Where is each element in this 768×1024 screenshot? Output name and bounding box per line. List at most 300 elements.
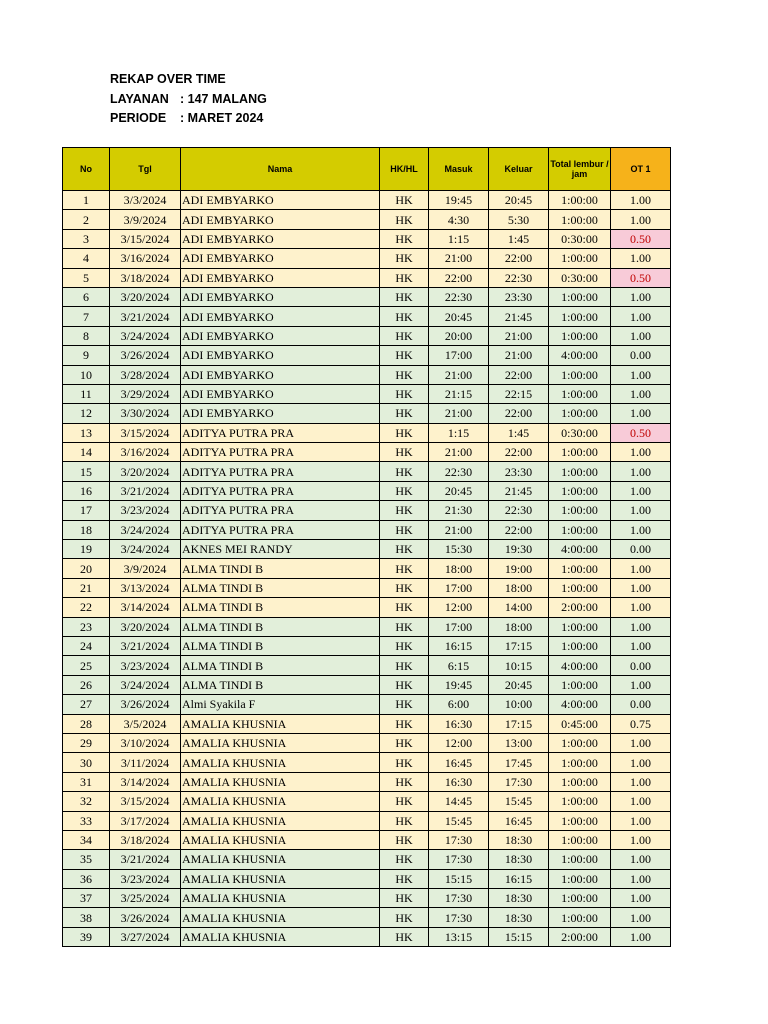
cell-total[interactable]: 1:00:00 <box>549 792 611 811</box>
cell-masuk[interactable]: 17:30 <box>429 889 489 908</box>
cell-hkhl[interactable]: HK <box>380 191 429 210</box>
cell-no[interactable]: 18 <box>63 520 110 539</box>
cell-tgl[interactable]: 3/23/2024 <box>110 869 181 888</box>
cell-masuk[interactable]: 12:00 <box>429 733 489 752</box>
cell-tgl[interactable]: 3/21/2024 <box>110 636 181 655</box>
cell-ot1[interactable]: 1.00 <box>611 287 671 306</box>
cell-hkhl[interactable]: HK <box>380 733 429 752</box>
cell-keluar[interactable]: 18:30 <box>489 850 549 869</box>
cell-tgl[interactable]: 3/21/2024 <box>110 481 181 500</box>
cell-total[interactable]: 1:00:00 <box>549 326 611 345</box>
cell-no[interactable]: 8 <box>63 326 110 345</box>
col-header-hkhl[interactable]: HK/HL <box>380 148 429 191</box>
cell-no[interactable]: 23 <box>63 617 110 636</box>
cell-no[interactable]: 13 <box>63 423 110 442</box>
cell-no[interactable]: 16 <box>63 481 110 500</box>
cell-hkhl[interactable]: HK <box>380 656 429 675</box>
cell-masuk[interactable]: 16:30 <box>429 772 489 791</box>
cell-tgl[interactable]: 3/18/2024 <box>110 268 181 287</box>
cell-hkhl[interactable]: HK <box>380 753 429 772</box>
cell-ot1[interactable]: 1.00 <box>611 617 671 636</box>
cell-masuk[interactable]: 17:30 <box>429 850 489 869</box>
cell-hkhl[interactable]: HK <box>380 850 429 869</box>
cell-keluar[interactable]: 20:45 <box>489 675 549 694</box>
cell-tgl[interactable]: 3/15/2024 <box>110 792 181 811</box>
cell-tgl[interactable]: 3/15/2024 <box>110 229 181 248</box>
cell-nama[interactable]: ADI EMBYARKO <box>181 191 380 210</box>
cell-keluar[interactable]: 22:00 <box>489 404 549 423</box>
cell-masuk[interactable]: 16:30 <box>429 714 489 733</box>
cell-nama[interactable]: AMALIA KHUSNIA <box>181 869 380 888</box>
cell-nama[interactable]: ADITYA PUTRA PRA <box>181 481 380 500</box>
cell-no[interactable]: 9 <box>63 346 110 365</box>
cell-masuk[interactable]: 15:15 <box>429 869 489 888</box>
cell-total[interactable]: 0:45:00 <box>549 714 611 733</box>
cell-tgl[interactable]: 3/26/2024 <box>110 695 181 714</box>
cell-total[interactable]: 1:00:00 <box>549 462 611 481</box>
cell-tgl[interactable]: 3/14/2024 <box>110 772 181 791</box>
cell-hkhl[interactable]: HK <box>380 365 429 384</box>
cell-tgl[interactable]: 3/20/2024 <box>110 617 181 636</box>
cell-hkhl[interactable]: HK <box>380 578 429 597</box>
cell-total[interactable]: 1:00:00 <box>549 869 611 888</box>
cell-no[interactable]: 24 <box>63 636 110 655</box>
cell-ot1[interactable]: 1.00 <box>611 326 671 345</box>
cell-keluar[interactable]: 17:15 <box>489 714 549 733</box>
cell-keluar[interactable]: 21:45 <box>489 307 549 326</box>
cell-no[interactable]: 25 <box>63 656 110 675</box>
cell-keluar[interactable]: 10:00 <box>489 695 549 714</box>
cell-nama[interactable]: ADI EMBYARKO <box>181 287 380 306</box>
cell-total[interactable]: 1:00:00 <box>549 365 611 384</box>
cell-tgl[interactable]: 3/20/2024 <box>110 462 181 481</box>
cell-nama[interactable]: AMALIA KHUSNIA <box>181 927 380 946</box>
cell-nama[interactable]: ALMA TINDI B <box>181 598 380 617</box>
cell-total[interactable]: 1:00:00 <box>549 753 611 772</box>
cell-keluar[interactable]: 17:30 <box>489 772 549 791</box>
cell-no[interactable]: 38 <box>63 908 110 927</box>
cell-hkhl[interactable]: HK <box>380 384 429 403</box>
cell-hkhl[interactable]: HK <box>380 927 429 946</box>
cell-total[interactable]: 1:00:00 <box>549 908 611 927</box>
cell-tgl[interactable]: 3/14/2024 <box>110 598 181 617</box>
cell-total[interactable]: 4:00:00 <box>549 695 611 714</box>
cell-ot1[interactable]: 0.00 <box>611 540 671 559</box>
cell-no[interactable]: 27 <box>63 695 110 714</box>
cell-total[interactable]: 1:00:00 <box>549 578 611 597</box>
cell-masuk[interactable]: 16:45 <box>429 753 489 772</box>
cell-tgl[interactable]: 3/26/2024 <box>110 908 181 927</box>
cell-ot1[interactable]: 1.00 <box>611 927 671 946</box>
cell-keluar[interactable]: 1:45 <box>489 229 549 248</box>
cell-tgl[interactable]: 3/27/2024 <box>110 927 181 946</box>
cell-keluar[interactable]: 21:45 <box>489 481 549 500</box>
col-header-ot1[interactable]: OT 1 <box>611 148 671 191</box>
cell-tgl[interactable]: 3/26/2024 <box>110 346 181 365</box>
cell-no[interactable]: 1 <box>63 191 110 210</box>
cell-no[interactable]: 32 <box>63 792 110 811</box>
cell-tgl[interactable]: 3/25/2024 <box>110 889 181 908</box>
cell-keluar[interactable]: 19:00 <box>489 559 549 578</box>
cell-total[interactable]: 1:00:00 <box>549 889 611 908</box>
col-header-keluar[interactable]: Keluar <box>489 148 549 191</box>
cell-no[interactable]: 6 <box>63 287 110 306</box>
cell-nama[interactable]: AMALIA KHUSNIA <box>181 733 380 752</box>
cell-no[interactable]: 34 <box>63 830 110 849</box>
cell-ot1[interactable]: 1.00 <box>611 404 671 423</box>
cell-total[interactable]: 0:30:00 <box>549 423 611 442</box>
cell-masuk[interactable]: 22:00 <box>429 268 489 287</box>
cell-ot1[interactable]: 1.00 <box>611 811 671 830</box>
cell-tgl[interactable]: 3/3/2024 <box>110 191 181 210</box>
cell-masuk[interactable]: 20:45 <box>429 307 489 326</box>
cell-keluar[interactable]: 22:15 <box>489 384 549 403</box>
cell-hkhl[interactable]: HK <box>380 249 429 268</box>
cell-tgl[interactable]: 3/28/2024 <box>110 365 181 384</box>
cell-hkhl[interactable]: HK <box>380 869 429 888</box>
cell-hkhl[interactable]: HK <box>380 714 429 733</box>
cell-nama[interactable]: ADI EMBYARKO <box>181 404 380 423</box>
cell-no[interactable]: 11 <box>63 384 110 403</box>
cell-masuk[interactable]: 21:00 <box>429 404 489 423</box>
cell-total[interactable]: 1:00:00 <box>549 772 611 791</box>
cell-tgl[interactable]: 3/9/2024 <box>110 210 181 229</box>
cell-tgl[interactable]: 3/21/2024 <box>110 307 181 326</box>
cell-masuk[interactable]: 17:00 <box>429 578 489 597</box>
cell-nama[interactable]: ADI EMBYARKO <box>181 346 380 365</box>
cell-ot1[interactable]: 1.00 <box>611 191 671 210</box>
cell-hkhl[interactable]: HK <box>380 268 429 287</box>
cell-masuk[interactable]: 22:30 <box>429 287 489 306</box>
cell-masuk[interactable]: 16:15 <box>429 636 489 655</box>
cell-ot1[interactable]: 1.00 <box>611 753 671 772</box>
cell-keluar[interactable]: 17:45 <box>489 753 549 772</box>
cell-total[interactable]: 1:00:00 <box>549 287 611 306</box>
col-header-total[interactable]: Total lembur / jam <box>549 148 611 191</box>
cell-masuk[interactable]: 17:00 <box>429 346 489 365</box>
cell-total[interactable]: 1:00:00 <box>549 733 611 752</box>
cell-tgl[interactable]: 3/16/2024 <box>110 249 181 268</box>
cell-masuk[interactable]: 15:45 <box>429 811 489 830</box>
cell-hkhl[interactable]: HK <box>380 908 429 927</box>
cell-nama[interactable]: AMALIA KHUSNIA <box>181 908 380 927</box>
cell-keluar[interactable]: 18:30 <box>489 889 549 908</box>
cell-hkhl[interactable]: HK <box>380 675 429 694</box>
cell-total[interactable]: 1:00:00 <box>549 675 611 694</box>
cell-total[interactable]: 1:00:00 <box>549 501 611 520</box>
cell-no[interactable]: 30 <box>63 753 110 772</box>
cell-ot1[interactable]: 1.00 <box>611 792 671 811</box>
cell-no[interactable]: 33 <box>63 811 110 830</box>
cell-masuk[interactable]: 12:00 <box>429 598 489 617</box>
cell-masuk[interactable]: 6:15 <box>429 656 489 675</box>
cell-keluar[interactable]: 18:30 <box>489 830 549 849</box>
cell-no[interactable]: 36 <box>63 869 110 888</box>
cell-hkhl[interactable]: HK <box>380 811 429 830</box>
cell-ot1[interactable]: 1.00 <box>611 578 671 597</box>
cell-keluar[interactable]: 22:00 <box>489 520 549 539</box>
cell-no[interactable]: 35 <box>63 850 110 869</box>
cell-keluar[interactable]: 10:15 <box>489 656 549 675</box>
cell-total[interactable]: 1:00:00 <box>549 210 611 229</box>
cell-ot1[interactable]: 1.00 <box>611 830 671 849</box>
cell-keluar[interactable]: 23:30 <box>489 462 549 481</box>
cell-hkhl[interactable]: HK <box>380 772 429 791</box>
cell-ot1[interactable]: 0.00 <box>611 695 671 714</box>
cell-nama[interactable]: ADITYA PUTRA PRA <box>181 462 380 481</box>
cell-masuk[interactable]: 21:15 <box>429 384 489 403</box>
cell-keluar[interactable]: 22:30 <box>489 501 549 520</box>
cell-nama[interactable]: AMALIA KHUSNIA <box>181 792 380 811</box>
cell-ot1[interactable]: 1.00 <box>611 636 671 655</box>
cell-no[interactable]: 4 <box>63 249 110 268</box>
cell-keluar[interactable]: 22:00 <box>489 443 549 462</box>
cell-tgl[interactable]: 3/24/2024 <box>110 326 181 345</box>
cell-hkhl[interactable]: HK <box>380 210 429 229</box>
cell-hkhl[interactable]: HK <box>380 695 429 714</box>
cell-nama[interactable]: ADITYA PUTRA PRA <box>181 443 380 462</box>
cell-keluar[interactable]: 19:30 <box>489 540 549 559</box>
cell-tgl[interactable]: 3/23/2024 <box>110 501 181 520</box>
cell-keluar[interactable]: 22:00 <box>489 249 549 268</box>
cell-hkhl[interactable]: HK <box>380 830 429 849</box>
cell-keluar[interactable]: 1:45 <box>489 423 549 442</box>
cell-hkhl[interactable]: HK <box>380 481 429 500</box>
cell-total[interactable]: 1:00:00 <box>549 443 611 462</box>
cell-total[interactable]: 1:00:00 <box>549 481 611 500</box>
cell-ot1[interactable]: 0.00 <box>611 656 671 675</box>
cell-keluar[interactable]: 21:00 <box>489 346 549 365</box>
cell-ot1[interactable]: 1.00 <box>611 443 671 462</box>
cell-total[interactable]: 1:00:00 <box>549 404 611 423</box>
cell-nama[interactable]: ADI EMBYARKO <box>181 307 380 326</box>
cell-no[interactable]: 7 <box>63 307 110 326</box>
cell-tgl[interactable]: 3/17/2024 <box>110 811 181 830</box>
cell-total[interactable]: 2:00:00 <box>549 927 611 946</box>
cell-keluar[interactable]: 23:30 <box>489 287 549 306</box>
cell-keluar[interactable]: 5:30 <box>489 210 549 229</box>
cell-keluar[interactable]: 22:30 <box>489 268 549 287</box>
cell-ot1[interactable]: 1.00 <box>611 210 671 229</box>
cell-total[interactable]: 1:00:00 <box>549 384 611 403</box>
cell-keluar[interactable]: 15:45 <box>489 792 549 811</box>
cell-nama[interactable]: ADI EMBYARKO <box>181 249 380 268</box>
cell-nama[interactable]: AKNES MEI RANDY <box>181 540 380 559</box>
cell-no[interactable]: 19 <box>63 540 110 559</box>
cell-ot1[interactable]: 0.00 <box>611 346 671 365</box>
cell-ot1[interactable]: 0.75 <box>611 714 671 733</box>
cell-hkhl[interactable]: HK <box>380 423 429 442</box>
cell-no[interactable]: 29 <box>63 733 110 752</box>
cell-ot1[interactable]: 1.00 <box>611 869 671 888</box>
cell-ot1[interactable]: 1.00 <box>611 501 671 520</box>
cell-keluar[interactable]: 18:00 <box>489 617 549 636</box>
cell-total[interactable]: 1:00:00 <box>549 811 611 830</box>
cell-no[interactable]: 15 <box>63 462 110 481</box>
cell-tgl[interactable]: 3/29/2024 <box>110 384 181 403</box>
cell-nama[interactable]: ALMA TINDI B <box>181 636 380 655</box>
cell-tgl[interactable]: 3/15/2024 <box>110 423 181 442</box>
cell-ot1[interactable]: 0.50 <box>611 423 671 442</box>
cell-keluar[interactable]: 17:15 <box>489 636 549 655</box>
cell-nama[interactable]: ALMA TINDI B <box>181 675 380 694</box>
cell-tgl[interactable]: 3/18/2024 <box>110 830 181 849</box>
cell-tgl[interactable]: 3/30/2024 <box>110 404 181 423</box>
cell-hkhl[interactable]: HK <box>380 326 429 345</box>
cell-ot1[interactable]: 1.00 <box>611 772 671 791</box>
cell-nama[interactable]: ADITYA PUTRA PRA <box>181 520 380 539</box>
cell-no[interactable]: 28 <box>63 714 110 733</box>
cell-ot1[interactable]: 1.00 <box>611 559 671 578</box>
cell-hkhl[interactable]: HK <box>380 598 429 617</box>
cell-no[interactable]: 5 <box>63 268 110 287</box>
cell-hkhl[interactable]: HK <box>380 307 429 326</box>
cell-hkhl[interactable]: HK <box>380 636 429 655</box>
cell-nama[interactable]: ALMA TINDI B <box>181 617 380 636</box>
cell-no[interactable]: 2 <box>63 210 110 229</box>
cell-total[interactable]: 1:00:00 <box>549 191 611 210</box>
cell-no[interactable]: 17 <box>63 501 110 520</box>
cell-masuk[interactable]: 21:00 <box>429 443 489 462</box>
cell-ot1[interactable]: 1.00 <box>611 889 671 908</box>
cell-ot1[interactable]: 1.00 <box>611 249 671 268</box>
cell-hkhl[interactable]: HK <box>380 443 429 462</box>
cell-no[interactable]: 10 <box>63 365 110 384</box>
cell-masuk[interactable]: 21:30 <box>429 501 489 520</box>
cell-masuk[interactable]: 17:30 <box>429 908 489 927</box>
cell-keluar[interactable]: 21:00 <box>489 326 549 345</box>
cell-nama[interactable]: ADITYA PUTRA PRA <box>181 423 380 442</box>
cell-masuk[interactable]: 19:45 <box>429 675 489 694</box>
cell-hkhl[interactable]: HK <box>380 501 429 520</box>
cell-hkhl[interactable]: HK <box>380 889 429 908</box>
cell-hkhl[interactable]: HK <box>380 346 429 365</box>
cell-no[interactable]: 37 <box>63 889 110 908</box>
cell-masuk[interactable]: 22:30 <box>429 462 489 481</box>
cell-masuk[interactable]: 14:45 <box>429 792 489 811</box>
cell-nama[interactable]: ALMA TINDI B <box>181 656 380 675</box>
cell-nama[interactable]: ADITYA PUTRA PRA <box>181 501 380 520</box>
cell-ot1[interactable]: 1.00 <box>611 850 671 869</box>
cell-ot1[interactable]: 1.00 <box>611 908 671 927</box>
cell-masuk[interactable]: 21:00 <box>429 365 489 384</box>
cell-masuk[interactable]: 17:30 <box>429 830 489 849</box>
cell-total[interactable]: 4:00:00 <box>549 346 611 365</box>
cell-masuk[interactable]: 15:30 <box>429 540 489 559</box>
cell-no[interactable]: 20 <box>63 559 110 578</box>
cell-masuk[interactable]: 17:00 <box>429 617 489 636</box>
cell-masuk[interactable]: 19:45 <box>429 191 489 210</box>
cell-tgl[interactable]: 3/24/2024 <box>110 540 181 559</box>
cell-tgl[interactable]: 3/10/2024 <box>110 733 181 752</box>
cell-nama[interactable]: AMALIA KHUSNIA <box>181 811 380 830</box>
cell-hkhl[interactable]: HK <box>380 404 429 423</box>
cell-ot1[interactable]: 1.00 <box>611 520 671 539</box>
cell-total[interactable]: 1:00:00 <box>549 850 611 869</box>
cell-ot1[interactable]: 1.00 <box>611 675 671 694</box>
cell-no[interactable]: 39 <box>63 927 110 946</box>
cell-ot1[interactable]: 1.00 <box>611 462 671 481</box>
cell-masuk[interactable]: 18:00 <box>429 559 489 578</box>
cell-keluar[interactable]: 18:00 <box>489 578 549 597</box>
cell-total[interactable]: 4:00:00 <box>549 540 611 559</box>
cell-ot1[interactable]: 0.50 <box>611 229 671 248</box>
cell-hkhl[interactable]: HK <box>380 617 429 636</box>
cell-total[interactable]: 1:00:00 <box>549 307 611 326</box>
cell-ot1[interactable]: 1.00 <box>611 365 671 384</box>
cell-nama[interactable]: AMALIA KHUSNIA <box>181 830 380 849</box>
col-header-tgl[interactable]: Tgl <box>110 148 181 191</box>
cell-tgl[interactable]: 3/9/2024 <box>110 559 181 578</box>
cell-tgl[interactable]: 3/24/2024 <box>110 675 181 694</box>
cell-keluar[interactable]: 13:00 <box>489 733 549 752</box>
cell-keluar[interactable]: 14:00 <box>489 598 549 617</box>
cell-tgl[interactable]: 3/16/2024 <box>110 443 181 462</box>
cell-tgl[interactable]: 3/20/2024 <box>110 287 181 306</box>
col-header-nama[interactable]: Nama <box>181 148 380 191</box>
cell-masuk[interactable]: 13:15 <box>429 927 489 946</box>
cell-nama[interactable]: AMALIA KHUSNIA <box>181 772 380 791</box>
cell-masuk[interactable]: 20:00 <box>429 326 489 345</box>
cell-nama[interactable]: ADI EMBYARKO <box>181 326 380 345</box>
cell-total[interactable]: 1:00:00 <box>549 520 611 539</box>
cell-masuk[interactable]: 21:00 <box>429 249 489 268</box>
cell-keluar[interactable]: 18:30 <box>489 908 549 927</box>
cell-hkhl[interactable]: HK <box>380 287 429 306</box>
cell-total[interactable]: 2:00:00 <box>549 598 611 617</box>
cell-ot1[interactable]: 1.00 <box>611 481 671 500</box>
cell-no[interactable]: 12 <box>63 404 110 423</box>
cell-hkhl[interactable]: HK <box>380 462 429 481</box>
cell-nama[interactable]: ALMA TINDI B <box>181 578 380 597</box>
cell-hkhl[interactable]: HK <box>380 229 429 248</box>
cell-nama[interactable]: Almi Syakila F <box>181 695 380 714</box>
cell-hkhl[interactable]: HK <box>380 520 429 539</box>
cell-tgl[interactable]: 3/21/2024 <box>110 850 181 869</box>
cell-no[interactable]: 3 <box>63 229 110 248</box>
cell-tgl[interactable]: 3/23/2024 <box>110 656 181 675</box>
cell-no[interactable]: 22 <box>63 598 110 617</box>
cell-masuk[interactable]: 21:00 <box>429 520 489 539</box>
cell-tgl[interactable]: 3/13/2024 <box>110 578 181 597</box>
cell-tgl[interactable]: 3/11/2024 <box>110 753 181 772</box>
cell-tgl[interactable]: 3/24/2024 <box>110 520 181 539</box>
cell-ot1[interactable]: 1.00 <box>611 384 671 403</box>
cell-nama[interactable]: ADI EMBYARKO <box>181 365 380 384</box>
cell-ot1[interactable]: 1.00 <box>611 598 671 617</box>
cell-nama[interactable]: ALMA TINDI B <box>181 559 380 578</box>
cell-total[interactable]: 0:30:00 <box>549 268 611 287</box>
cell-keluar[interactable]: 15:15 <box>489 927 549 946</box>
cell-masuk[interactable]: 4:30 <box>429 210 489 229</box>
cell-nama[interactable]: AMALIA KHUSNIA <box>181 850 380 869</box>
cell-nama[interactable]: AMALIA KHUSNIA <box>181 714 380 733</box>
cell-nama[interactable]: ADI EMBYARKO <box>181 384 380 403</box>
cell-keluar[interactable]: 16:45 <box>489 811 549 830</box>
cell-keluar[interactable]: 22:00 <box>489 365 549 384</box>
cell-no[interactable]: 21 <box>63 578 110 597</box>
cell-ot1[interactable]: 0.50 <box>611 268 671 287</box>
cell-tgl[interactable]: 3/5/2024 <box>110 714 181 733</box>
col-header-masuk[interactable]: Masuk <box>429 148 489 191</box>
col-header-no[interactable]: No <box>63 148 110 191</box>
cell-masuk[interactable]: 1:15 <box>429 423 489 442</box>
cell-hkhl[interactable]: HK <box>380 559 429 578</box>
cell-total[interactable]: 1:00:00 <box>549 559 611 578</box>
cell-keluar[interactable]: 20:45 <box>489 191 549 210</box>
cell-total[interactable]: 1:00:00 <box>549 617 611 636</box>
cell-hkhl[interactable]: HK <box>380 792 429 811</box>
